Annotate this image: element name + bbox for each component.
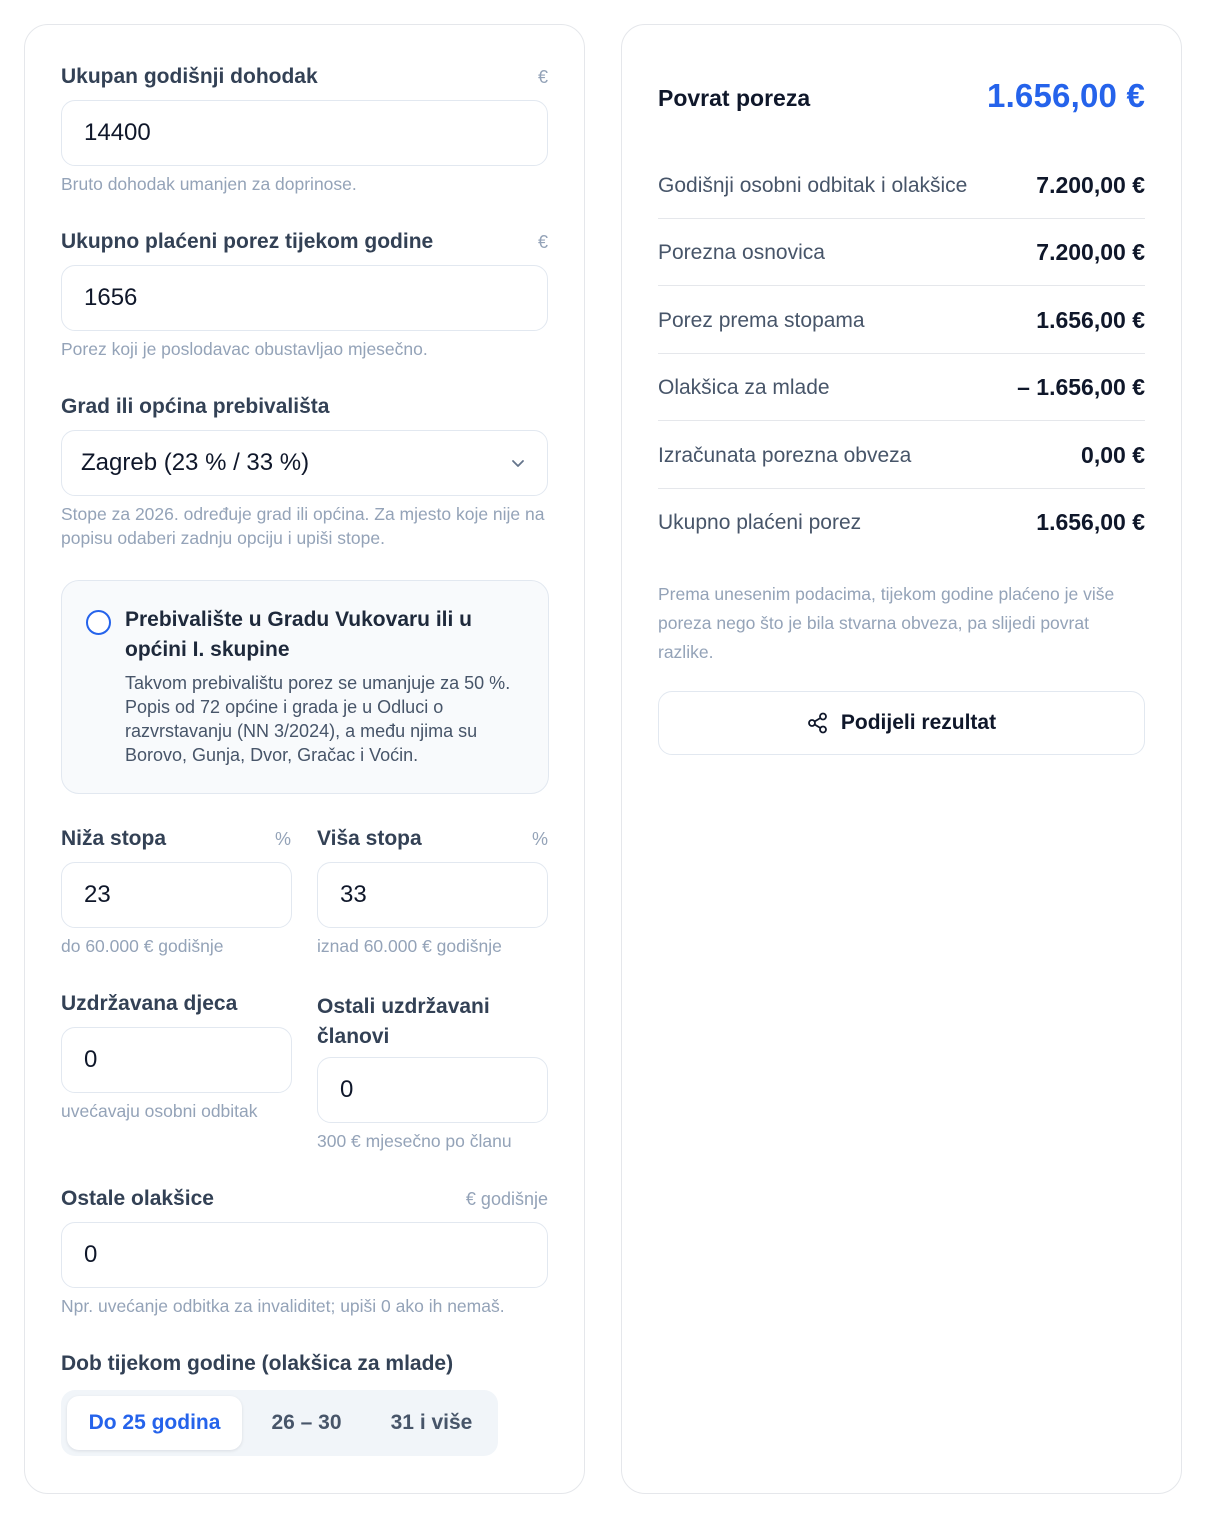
children-label: Uzdržavana djeca: [61, 992, 238, 1015]
age-option-under-25[interactable]: Do 25 godina: [67, 1396, 242, 1450]
result-title: Povrat poreza: [658, 85, 811, 111]
result-row-value: 7.200,00 €: [1036, 172, 1145, 198]
paid-tax-label: Ukupno plaćeni porez tijekom godine: [61, 230, 434, 253]
children-input[interactable]: 0: [61, 1027, 292, 1093]
other-relief-label: Ostale olakšice: [61, 1187, 214, 1210]
age-option-26-30[interactable]: 26 – 30: [271, 1411, 342, 1434]
income-label: Ukupan godišnji dohodak: [61, 65, 318, 88]
result-row: [658, 489, 1145, 556]
income-input[interactable]: 14400: [61, 100, 548, 166]
paid-tax-hint: Porez koji je poslodavac obustavljao mjesečno.: [61, 339, 428, 359]
city-label: Grad ili općina prebivališta: [61, 395, 330, 418]
age-segmented-control: [61, 1390, 498, 1456]
other-members-label: Ostali uzdržavani članovi: [317, 995, 490, 1048]
result-row-value: 0,00 €: [1081, 442, 1145, 468]
result-row: [658, 219, 1145, 286]
vukovar-title: Prebivalište u Gradu Vukovaru ili u općini I. skupine: [125, 608, 472, 661]
result-row: [658, 152, 1145, 219]
age-label: Dob tijekom godine (olakšica za mlade): [61, 1352, 454, 1375]
result-row-label: Olakšica za mlade: [658, 376, 830, 399]
higher-rate-input[interactable]: 33: [317, 862, 548, 928]
result-row-label: Porezna osnovica: [658, 241, 825, 264]
city-hint: Stope za 2026. određuje grad ili općina. Za mjesto koje nije na popisu odaberi zadnju opciju i upiši stope.: [61, 504, 545, 548]
city-selected-value: Zagreb (23 % / 33 %): [81, 449, 310, 476]
paid-tax-unit: €: [537, 232, 548, 252]
result-panel: [621, 24, 1182, 1494]
other-members-hint: 300 € mjesečno po članu: [317, 1131, 512, 1151]
result-row-label: Izračunata porezna obveza: [658, 444, 912, 467]
vukovar-description: Takvom prebivalištu porez se umanjuje za 50 %. Popis od 72 općine i grada je u Odluci o razvrstavanju (NN 3/2024), a među njima su Borovo, Gunja, Dvor, Gračac i Voćin.: [125, 673, 511, 765]
result-row-value: 7.200,00 €: [1036, 239, 1145, 265]
share-icon: [807, 712, 829, 734]
lower-rate-unit: %: [275, 829, 292, 849]
other-members-input[interactable]: 0: [317, 1057, 548, 1123]
result-row-value: 1.656,00 €: [1036, 509, 1145, 535]
lower-rate-label: Niža stopa: [61, 827, 167, 850]
result-row-label: Porez prema stopama: [658, 309, 865, 332]
city-select[interactable]: [61, 430, 548, 496]
share-button-label: Podijeli rezultat: [840, 711, 997, 734]
result-row: [658, 422, 1145, 489]
higher-rate-hint: iznad 60.000 € godišnje: [317, 936, 502, 956]
other-relief-input[interactable]: 0: [61, 1222, 548, 1288]
result-row: [658, 354, 1145, 421]
lower-rate-hint: do 60.000 € godišnje: [61, 936, 224, 956]
result-row-label: Godišnji osobni odbitak i olakšice: [658, 174, 968, 197]
higher-rate-label: Viša stopa: [317, 827, 422, 850]
result-row-value: – 1.656,00 €: [1017, 374, 1145, 400]
result-row-label: Ukupno plaćeni porez: [658, 511, 862, 534]
share-result-button[interactable]: [658, 691, 1145, 755]
other-relief-unit: € godišnje: [465, 1189, 548, 1209]
vukovar-option[interactable]: [61, 580, 549, 794]
result-explanation: Prema unesenim podacima, tijekom godine plaćeno je više poreza nego što je bila stvarna obveza, pa slijedi povrat razlike.: [658, 584, 1115, 662]
other-relief-hint: Npr. uvećanje odbitka za invaliditet; upiši 0 ako ih nemaš.: [61, 1296, 505, 1316]
vukovar-radio[interactable]: [86, 610, 111, 635]
higher-rate-unit: %: [531, 829, 548, 849]
children-hint: uvećavaju osobni odbitak: [61, 1101, 258, 1121]
tax-input-form: [24, 24, 585, 1494]
income-hint: Bruto dohodak umanjen za doprinose.: [61, 174, 357, 194]
refund-amount: 1.656,00 €: [987, 77, 1145, 114]
chevron-down-icon: [509, 454, 527, 472]
age-option-31-plus[interactable]: 31 i više: [390, 1411, 473, 1434]
lower-rate-input[interactable]: 23: [61, 862, 292, 928]
result-row: [658, 287, 1145, 354]
result-row-value: 1.656,00 €: [1036, 307, 1145, 333]
paid-tax-input[interactable]: 1656: [61, 265, 548, 331]
income-unit: €: [537, 67, 548, 87]
